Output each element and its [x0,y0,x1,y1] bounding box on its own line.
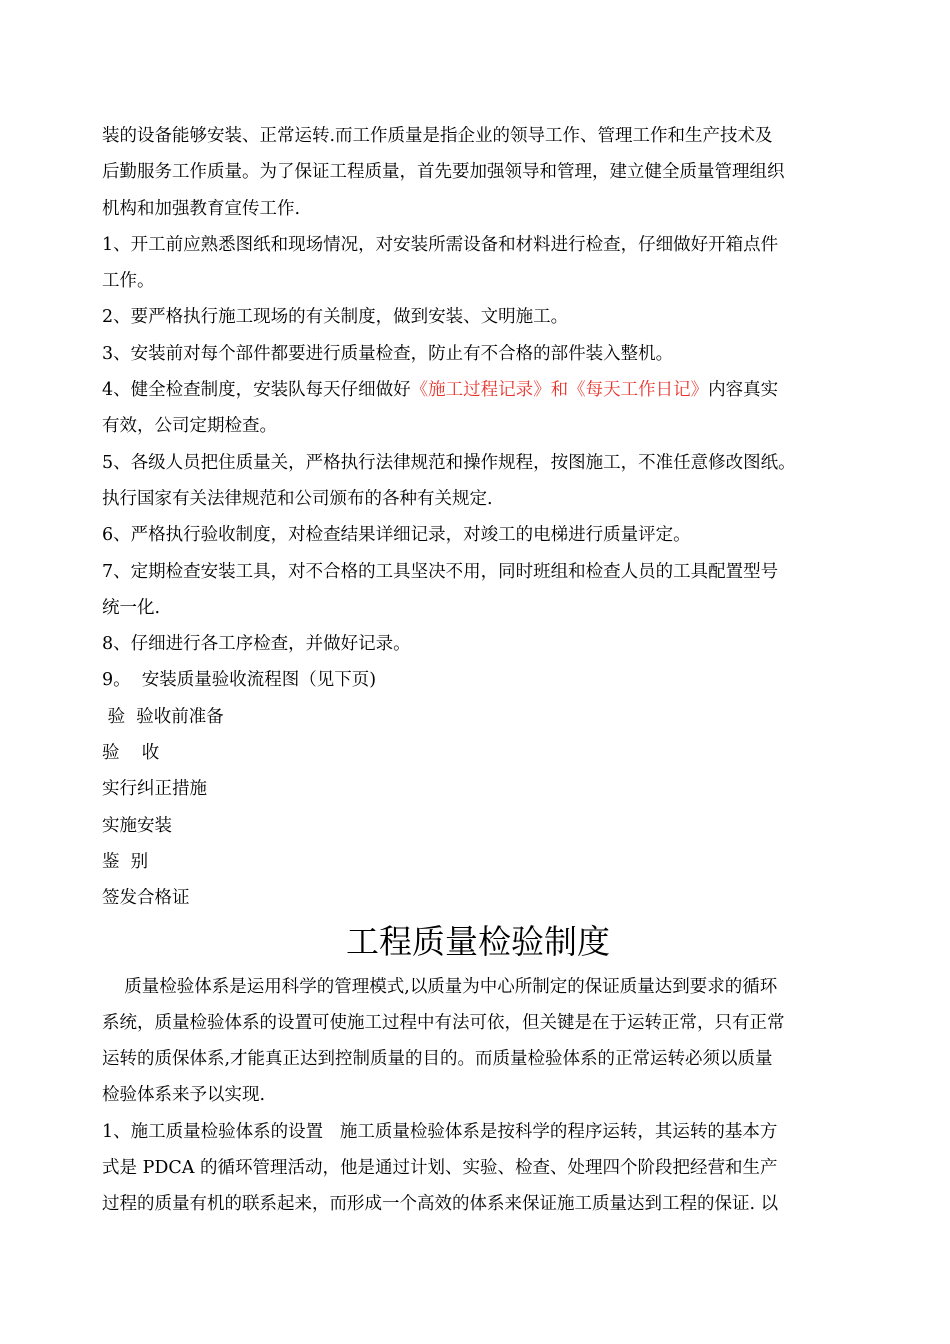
list-item-4 [102,372,854,408]
paragraph-line: 检验体系来予以实现. [102,1085,266,1106]
section2-item-1-cont: 过程的质量有机的联系起来，而形成一个高效的体系来保证施工质量达到工程的保证. 以 [102,1194,779,1215]
list-item-6: 6、严格执行验收制度，对检查结果详细记录，对竣工的电梯进行质量评定。 [102,525,691,546]
flowchart-line: 验 收 [102,743,160,764]
list-item-4-text-end: 内容真实 [708,380,779,401]
list-item-2: 2、要严格执行施工现场的有关制度，做到安装、文明施工。 [102,307,569,328]
list-item-5: 5、各级人员把住质量关，严格执行法律规范和操作规程，按图施工，不准任意修改图纸。 [102,452,796,473]
paragraph-line: 系统，质量检验体系的设置可使施工过程中有法可依，但关键是在于运转正常，只有正常 [102,1012,785,1033]
flowchart-line: 实行纠正措施 [102,779,207,800]
list-item-7-cont: 统一化. [102,597,161,618]
list-item-4-cont: 有效，公司定期检查。 [102,416,277,437]
section-title: 工程质量检验制度 [346,921,610,961]
list-item-5-cont: 执行国家有关法律规范和公司颁布的各种有关规定. [102,488,493,509]
list-item-3: 3、安装前对每个部件都要进行质量检查，防止有不合格的部件装入整机。 [102,343,674,364]
paragraph-line: 质量检验体系是运用科学的管理模式,以质量为中心所制定的保证质量达到要求的循环 [102,976,778,997]
flowchart-line: 签发合格证 [102,888,190,909]
section2-item-1: 1、施工质量检验体系的设置 施工质量检验体系是按科学的程序运转，其运转的基本方 [102,1121,778,1142]
list-item-1: 1、开工前应熟悉图纸和现场情况，对安装所需设备和材料进行检查，仔细做好开箱点件 [102,234,779,255]
flowchart-line: 鉴 别 [102,851,149,872]
paragraph-line: 机构和加强教育宣传工作. [102,198,301,219]
list-item-4-text: 4、健全检查制度，安装队每天仔细做好 [102,380,411,401]
list-item-9: 9。 安装质量验收流程图（见下页) [102,670,377,691]
highlighted-record-names: 《施工过程记录》和《每天工作日记》 [410,380,709,401]
section2-item-1-cont: 式是 PDCA 的循环管理活动，他是通过计划、实验、检查、处理四个阶段把经营和生产 [102,1158,778,1179]
flowchart-line: 验 验收前准备 [102,706,224,727]
list-item-7: 7、定期检查安装工具，对不合格的工具坚决不用，同时班组和检查人员的工具配置型号 [102,561,779,582]
paragraph-line: 装的设备能够安装、正常运转.而工作质量是指企业的领导工作、管理工作和生产技术及 [102,126,773,146]
paragraph-line: 后勤服务工作质量。为了保证工程质量，首先要加强领导和管理，建立健全质量管理组织 [102,162,785,183]
document-body [102,118,854,1223]
list-item-8: 8、仔细进行各工序检查，并做好记录。 [102,634,411,655]
list-item-1-cont: 工作。 [102,271,155,292]
paragraph-line: 运转的质保体系,才能真正达到控制质量的目的。而质量检验体系的正常运转必须以质量 [102,1049,773,1070]
flowchart-line: 实施安装 [102,815,172,836]
